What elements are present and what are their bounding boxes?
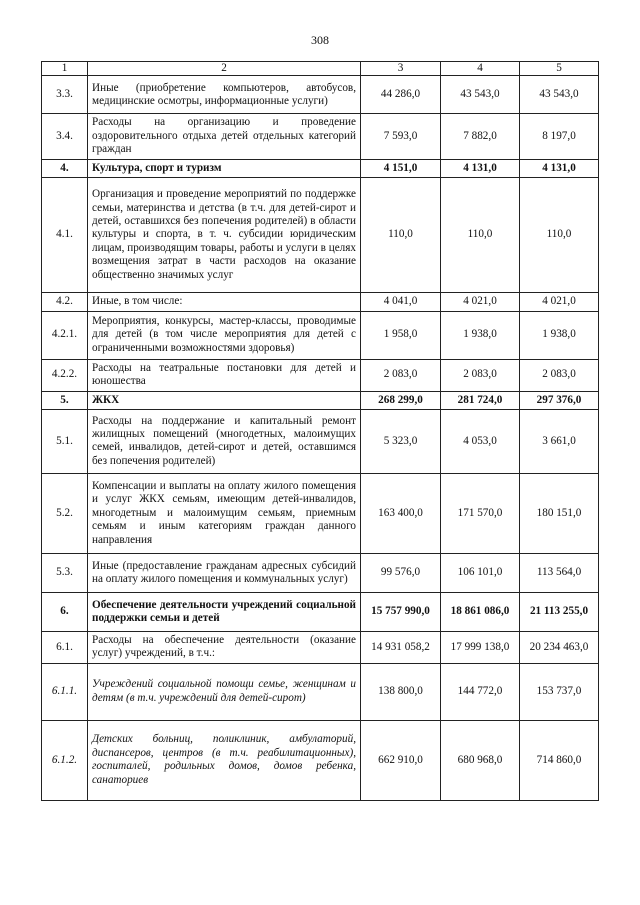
row-description: Компенсации и выплаты на оплату жилого помещения и услуг ЖКХ семьям, имеющим детей-инвалидов, многодетным и малоимущим семьям, приемным семьям и иным категориям граждан данного направления (88, 473, 361, 553)
row-number: 4.2.1. (42, 311, 88, 359)
row-description: Расходы на театральные постановки для детей и юношества (88, 359, 361, 391)
value-col-4: 17 999 138,0 (441, 631, 520, 663)
value-col-5: 21 113 255,0 (520, 592, 599, 631)
row-description: Расходы на обеспечение деятельности (оказание услуг) учреждений, в т.ч.: (88, 631, 361, 663)
table-row (42, 409, 599, 473)
row-description: Мероприятия, конкурсы, мастер-классы, проводимые для детей (в том числе мероприятия для детей с ограниченными возможностями здоровья) (88, 311, 361, 359)
value-col-4: 171 570,0 (441, 473, 520, 553)
value-col-4: 281 724,0 (441, 391, 520, 409)
value-col-4: 110,0 (441, 178, 520, 293)
value-col-4: 4 131,0 (441, 159, 520, 177)
value-col-3: 4 041,0 (361, 293, 441, 311)
row-number: 3.4. (42, 114, 88, 159)
value-col-4: 4 021,0 (441, 293, 520, 311)
table-row (42, 631, 599, 663)
row-number: 3.3. (42, 76, 88, 114)
row-number: 4.2. (42, 293, 88, 311)
row-description: Иные (приобретение компьютеров, автобусов, медицинские осмотры, информационные услуги) (88, 76, 361, 114)
value-col-3: 163 400,0 (361, 473, 441, 553)
value-col-3: 110,0 (361, 178, 441, 293)
table-row (42, 311, 599, 359)
value-col-3: 1 958,0 (361, 311, 441, 359)
table-row (42, 391, 599, 409)
row-description: Расходы на организацию и проведение оздоровительного отдыха детей отдельных категорий граждан (88, 114, 361, 159)
value-col-5: 113 564,0 (520, 553, 599, 592)
table-row (42, 592, 599, 631)
table-row (42, 359, 599, 391)
table-row (42, 663, 599, 720)
row-description: Учреждений социальной помощи семье, женщинам и детям (в т.ч. учреждений для детей-сирот) (88, 663, 361, 720)
value-col-5: 297 376,0 (520, 391, 599, 409)
column-header-4: 4 (441, 62, 520, 76)
value-col-3: 4 151,0 (361, 159, 441, 177)
value-col-3: 44 286,0 (361, 76, 441, 114)
row-number: 5.3. (42, 553, 88, 592)
table-body (42, 76, 599, 800)
value-col-4: 4 053,0 (441, 409, 520, 473)
row-number: 6.1.2. (42, 720, 88, 800)
table-row (42, 76, 599, 114)
row-number: 5. (42, 391, 88, 409)
column-header-1: 1 (42, 62, 88, 76)
value-col-3: 99 576,0 (361, 553, 441, 592)
value-col-4: 2 083,0 (441, 359, 520, 391)
value-col-5: 714 860,0 (520, 720, 599, 800)
row-number: 6.1.1. (42, 663, 88, 720)
value-col-4: 106 101,0 (441, 553, 520, 592)
row-description: Культура, спорт и туризм (88, 159, 361, 177)
value-col-5: 110,0 (520, 178, 599, 293)
value-col-3: 268 299,0 (361, 391, 441, 409)
column-header-3: 3 (361, 62, 441, 76)
value-col-3: 2 083,0 (361, 359, 441, 391)
value-col-3: 7 593,0 (361, 114, 441, 159)
row-description: Обеспечение деятельности учреждений социальной поддержки семьи и детей (88, 592, 361, 631)
column-header-5: 5 (520, 62, 599, 76)
value-col-3: 138 800,0 (361, 663, 441, 720)
value-col-5: 180 151,0 (520, 473, 599, 553)
row-description: Иные (предоставление гражданам адресных субсидий на оплату жилого помещения и коммунальных услуг) (88, 553, 361, 592)
value-col-5: 20 234 463,0 (520, 631, 599, 663)
value-col-5: 1 938,0 (520, 311, 599, 359)
row-description: Организация и проведение мероприятий по поддержке семьи, материнства и детства (в т.ч. для детей-сирот и детей, оставшихся без попечения родителей) в области культуры и спорта, в т. ч. субсидии юридическим лицам, производящим товары, работы и услуги в целях возмещения затрат в части расходов на оказание общественно значимых услуг (88, 178, 361, 293)
row-number: 6.1. (42, 631, 88, 663)
row-number: 5.2. (42, 473, 88, 553)
row-description: Иные, в том числе: (88, 293, 361, 311)
value-col-3: 662 910,0 (361, 720, 441, 800)
value-col-4: 43 543,0 (441, 76, 520, 114)
value-col-5: 3 661,0 (520, 409, 599, 473)
table-row (42, 473, 599, 553)
value-col-4: 680 968,0 (441, 720, 520, 800)
value-col-5: 153 737,0 (520, 663, 599, 720)
table-row (42, 178, 599, 293)
value-col-5: 8 197,0 (520, 114, 599, 159)
row-number: 6. (42, 592, 88, 631)
value-col-4: 144 772,0 (441, 663, 520, 720)
value-col-3: 5 323,0 (361, 409, 441, 473)
row-number: 5.1. (42, 409, 88, 473)
row-number: 4.1. (42, 178, 88, 293)
value-col-3: 15 757 990,0 (361, 592, 441, 631)
table-row (42, 553, 599, 592)
value-col-4: 7 882,0 (441, 114, 520, 159)
page-number: 308 (311, 33, 329, 47)
table-row (42, 159, 599, 177)
row-description: Расходы на поддержание и капитальный ремонт жилищных помещений (многодетных, малоимущих семей, инвалидов, детей-сирот и детей, оставшимся без попечения родителей) (88, 409, 361, 473)
value-col-3: 14 931 058,2 (361, 631, 441, 663)
column-header-2: 2 (88, 62, 361, 76)
table-row (42, 293, 599, 311)
value-col-5: 43 543,0 (520, 76, 599, 114)
value-col-5: 4 131,0 (520, 159, 599, 177)
row-number: 4. (42, 159, 88, 177)
table-header-row (42, 62, 599, 76)
value-col-4: 1 938,0 (441, 311, 520, 359)
table-row (42, 720, 599, 800)
budget-table (41, 61, 599, 801)
value-col-5: 4 021,0 (520, 293, 599, 311)
value-col-5: 2 083,0 (520, 359, 599, 391)
value-col-4: 18 861 086,0 (441, 592, 520, 631)
row-description: ЖКХ (88, 391, 361, 409)
row-number: 4.2.2. (42, 359, 88, 391)
table-row (42, 114, 599, 159)
row-description: Детских больниц, поликлиник, амбулаторий, диспансеров, центров (в т.ч. реабилитационных), госпиталей, родильных домов, домов ребенка, санаториев (88, 720, 361, 800)
